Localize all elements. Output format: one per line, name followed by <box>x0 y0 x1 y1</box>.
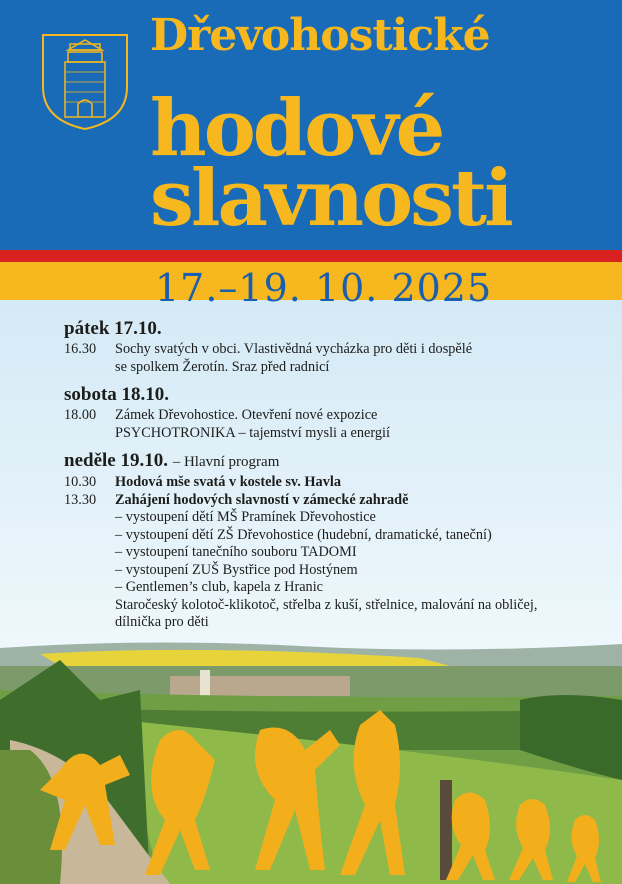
list-item: – vystoupení dětí MŠ Pramínek Dřevohostice <box>115 509 376 525</box>
extra-line-2: dílnička pro děti <box>115 614 209 630</box>
sunday-day: neděle 19.10. <box>64 450 168 471</box>
event-time: 10.30 <box>64 474 97 490</box>
title-line-3: slavnosti <box>150 153 511 244</box>
landscape-photo <box>0 630 622 884</box>
title-line-2: hodové <box>150 83 443 174</box>
extra-line-1: Staročeský kolotoč-klikotoč, střelba z kuší, střelnice, malování na obličej, <box>115 596 538 613</box>
event-text: Hodová mše svatá v kostele sv. Havla <box>115 474 341 490</box>
list-item: – vystoupení ZUŠ Bystřice pod Hostýnem <box>115 561 358 578</box>
list-item: – vystoupení tanečního souboru TADOMI <box>115 544 357 560</box>
sunday-event-1 <box>64 473 604 491</box>
event-text: Zahájení hodových slavností v zámecké zahradě <box>115 492 409 508</box>
event-text-cont: PSYCHOTRONIKA – tajemství mysli a energií <box>115 425 390 441</box>
event-time: 16.30 <box>64 341 97 357</box>
event-text-cont: se spolkem Žerotín. Sraz před radnicí <box>115 359 330 375</box>
title-line-1: Dřevohostické <box>150 10 490 61</box>
town-crest-icon <box>40 32 130 132</box>
program <box>64 318 604 649</box>
saturday-event <box>64 406 604 442</box>
event-time: 13.30 <box>64 492 97 508</box>
event-dates: 17.–19. 10. 2025 <box>155 266 493 310</box>
saturday-heading: sobota 18.10. <box>64 384 170 405</box>
event-time: 18.00 <box>64 407 97 423</box>
event-text: Sochy svatých v obci. Vlastivědná vycházka pro děti i dospělé <box>115 341 473 357</box>
sunday-subtitle: – Hlavní program <box>172 454 280 470</box>
sunday-heading <box>64 450 604 473</box>
event-text: Zámek Dřevohostice. Otevření nové expozice <box>115 407 378 423</box>
friday-event <box>64 340 604 376</box>
friday-heading: pátek 17.10. <box>64 318 162 339</box>
sunday-event-2 <box>64 491 604 509</box>
list-item: – vystoupení dětí ZŠ Dřevohostice (hudební, dramatické, taneční) <box>115 526 492 543</box>
list-item: – Gentlemen’s club, kapela z Hranic <box>115 579 324 595</box>
